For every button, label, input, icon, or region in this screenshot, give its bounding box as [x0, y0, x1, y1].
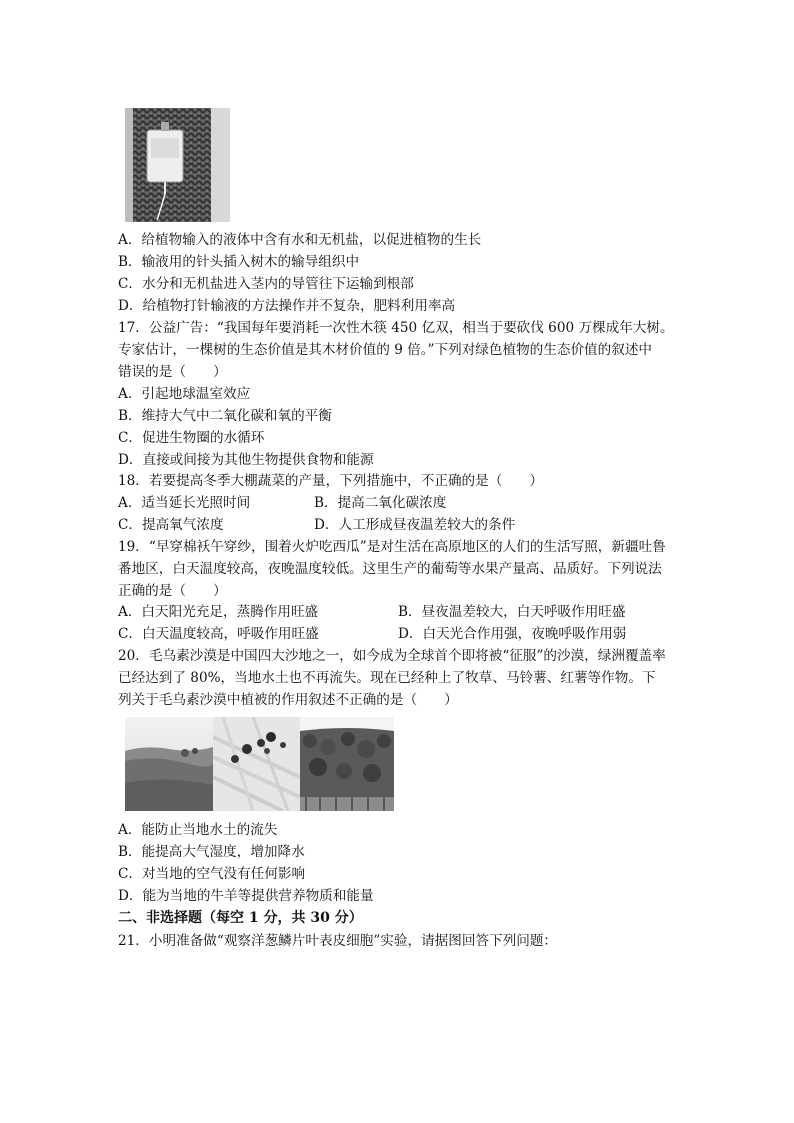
q18-option-a: A．适当延长光照时间	[118, 495, 251, 511]
q19-stem-line-3: 正确的是（ ）	[118, 583, 227, 599]
q19-options-row-1	[118, 601, 678, 623]
q19-option-c: C．白天温度较高，呼吸作用旺盛	[118, 626, 319, 642]
q19-stem-line-1: 19．“早穿棉袄午穿纱，围着火炉吃西瓜”是对生活在高原地区的人们的生活写照，新疆吐鲁	[118, 539, 666, 555]
q16-option-b: B．输液用的针头插入树木的输导组织中	[118, 254, 360, 270]
q18-option-d: D．人工形成昼夜温差较大的条件	[314, 517, 516, 533]
q17-option-a: A．引起地球温室效应	[118, 386, 251, 402]
q17-option-c: C．促进生物圈的水循环	[118, 430, 265, 446]
desert-grassland-photo	[125, 717, 213, 811]
q16-option-a: A．给植物输入的液体中含有水和无机盐，以促进植物的生长	[118, 232, 482, 248]
q20-stem-line-1: 20．毛乌素沙漠是中国四大沙地之一，如今成为全球首个即将被“征服”的沙漠，绿洲覆盖率	[118, 648, 666, 664]
q20-stem-line-2: 已经达到了 80%，当地水土也不再流失。现在已经种上了牧草、马铃薯、红薯等作物。下	[118, 670, 656, 686]
q16-option-c: C．水分和无机盐进入茎内的导管往下运输到根部	[118, 276, 414, 292]
section-2-heading: 二、非选择题（每空 1 分，共 30 分）	[118, 910, 363, 926]
tree-iv-drip-photo	[125, 108, 230, 222]
q20-option-c: C．对当地的空气没有任何影响	[118, 866, 306, 882]
q18-option-b: B．提高二氧化碳浓度	[314, 495, 447, 511]
sand-fence-planting-photo	[213, 717, 300, 811]
q20-option-a: A．能防止当地水土的流失	[118, 822, 278, 838]
q19-option-b: B．昼夜温差较大，白天呼吸作用旺盛	[398, 604, 626, 620]
q20-stem-line-3: 列关于毛乌素沙漠中植被的作用叙述不正确的是（ ）	[118, 692, 458, 708]
q17-option-b: B．维持大气中二氧化碳和氧的平衡	[118, 408, 332, 424]
q18-options-row-2	[118, 514, 678, 536]
q17-stem-line-2: 专家估计，一棵树的生态价值是其木材价值的 9 倍。”下列对绿色植物的生态价值的叙述中	[118, 342, 652, 358]
q20-option-b: B．能提高大气湿度，增加降水	[118, 844, 305, 860]
q18-option-c: C．提高氧气浓度	[118, 517, 224, 533]
q19-stem-line-2: 番地区，白天温度较高，夜晚温度较低。这里生产的葡萄等水果产量高、品质好。下列说法	[118, 561, 662, 577]
q20-option-d: D．能为当地的牛羊等提供营养物质和能量	[118, 888, 374, 904]
q19-options-row-2	[118, 623, 678, 645]
forest-oasis-photo	[300, 717, 394, 811]
q18-stem: 18．若要提高冬季大棚蔬菜的产量，下列措施中，不正确的是（ ）	[118, 473, 544, 489]
q21-stem: 21．小明准备做“观察洋葱鳞片叶表皮细胞”实验，请据图回答下列问题：	[118, 933, 558, 949]
q16-option-d: D．给植物打针输液的方法操作并不复杂，肥料利用率高	[118, 298, 456, 314]
q19-option-d: D．白天光合作用强，夜晚呼吸作用弱	[398, 626, 627, 642]
q17-stem-line-1: 17．公益广告：“我国每年要消耗一次性木筷 450 亿双，相当于要砍伐 600 万棵成年大树。	[118, 320, 674, 336]
q17-option-d: D．直接或间接为其他生物提供食物和能源	[118, 452, 374, 468]
q17-stem-line-3: 错误的是（ ）	[118, 364, 227, 380]
q19-option-a: A．白天阳光充足，蒸腾作用旺盛	[118, 604, 319, 620]
q18-options-row-1	[118, 492, 678, 514]
